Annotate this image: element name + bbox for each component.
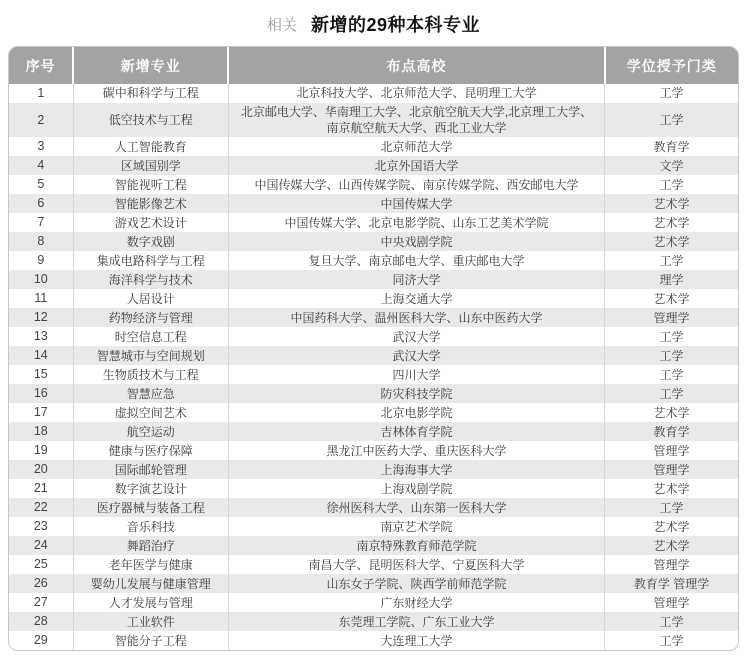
title-text: 新增的29种本科专业 — [310, 15, 481, 35]
cell-major: 舞蹈治疗 — [73, 536, 228, 555]
cell-seq: 6 — [9, 194, 73, 213]
cell-degree: 管理学 — [605, 555, 738, 574]
table-row — [9, 498, 738, 517]
page-title — [0, 0, 747, 46]
cell-seq: 13 — [9, 327, 73, 346]
cell-universities: 东莞理工学院、广东工业大学 — [228, 612, 604, 631]
cell-universities: 武汉大学 — [228, 327, 604, 346]
header-degree: 学位授予门类 — [605, 47, 738, 84]
title-tag: 相关 — [266, 17, 297, 34]
cell-seq: 16 — [9, 384, 73, 403]
cell-seq: 14 — [9, 346, 73, 365]
cell-major: 智能影像艺术 — [73, 194, 228, 213]
cell-degree: 工学 — [605, 175, 738, 194]
cell-universities: 中央戏剧学院 — [228, 232, 604, 251]
cell-seq: 19 — [9, 441, 73, 460]
cell-degree: 理学 — [605, 270, 738, 289]
cell-seq: 5 — [9, 175, 73, 194]
cell-seq: 15 — [9, 365, 73, 384]
cell-major: 生物质技术与工程 — [73, 365, 228, 384]
cell-major: 低空技术与工程 — [73, 103, 228, 137]
table-row — [9, 251, 738, 270]
cell-degree: 工学 — [605, 346, 738, 365]
cell-major: 碳中和科学与工程 — [73, 84, 228, 103]
cell-universities: 中国药科大学、温州医科大学、山东中医药大学 — [228, 308, 604, 327]
table-row — [9, 479, 738, 498]
table-row — [9, 327, 738, 346]
cell-seq: 25 — [9, 555, 73, 574]
cell-seq: 7 — [9, 213, 73, 232]
cell-degree: 教育学 — [605, 422, 738, 441]
table-row — [9, 308, 738, 327]
cell-universities: 北京电影学院 — [228, 403, 604, 422]
cell-universities: 中国传媒大学 — [228, 194, 604, 213]
cell-seq: 9 — [9, 251, 73, 270]
cell-degree: 工学 — [605, 631, 738, 650]
cell-degree: 工学 — [605, 251, 738, 270]
cell-degree: 工学 — [605, 384, 738, 403]
cell-degree: 工学 — [605, 327, 738, 346]
table-row — [9, 460, 738, 479]
cell-seq: 22 — [9, 498, 73, 517]
cell-universities: 黑龙江中医药大学、重庆医科大学 — [228, 441, 604, 460]
cell-seq: 2 — [9, 103, 73, 137]
table-row — [9, 517, 738, 536]
cell-major: 国际邮轮管理 — [73, 460, 228, 479]
cell-seq: 3 — [9, 137, 73, 156]
header-seq: 序号 — [9, 47, 73, 84]
cell-major: 老年医学与健康 — [73, 555, 228, 574]
cell-major: 智能视听工程 — [73, 175, 228, 194]
cell-universities: 南京艺术学院 — [228, 517, 604, 536]
cell-universities: 徐州医科大学、山东第一医科大学 — [228, 498, 604, 517]
cell-seq: 24 — [9, 536, 73, 555]
cell-major: 药物经济与管理 — [73, 308, 228, 327]
cell-seq: 18 — [9, 422, 73, 441]
cell-seq: 12 — [9, 308, 73, 327]
cell-universities: 上海交通大学 — [228, 289, 604, 308]
cell-degree: 管理学 — [605, 460, 738, 479]
table-row — [9, 536, 738, 555]
cell-degree: 艺术学 — [605, 289, 738, 308]
table-row — [9, 175, 738, 194]
cell-universities: 中国传媒大学、山西传媒学院、南京传媒学院、西安邮电大学 — [228, 175, 604, 194]
cell-seq: 20 — [9, 460, 73, 479]
cell-universities: 防灾科技学院 — [228, 384, 604, 403]
table-row — [9, 137, 738, 156]
cell-major: 人工智能教育 — [73, 137, 228, 156]
cell-seq: 8 — [9, 232, 73, 251]
cell-universities: 武汉大学 — [228, 346, 604, 365]
table-row — [9, 289, 738, 308]
cell-major: 人居设计 — [73, 289, 228, 308]
cell-degree: 艺术学 — [605, 536, 738, 555]
table-row — [9, 441, 738, 460]
table-row — [9, 422, 738, 441]
cell-major: 区域国别学 — [73, 156, 228, 175]
table-row — [9, 84, 738, 103]
cell-seq: 10 — [9, 270, 73, 289]
cell-seq: 28 — [9, 612, 73, 631]
cell-seq: 17 — [9, 403, 73, 422]
cell-seq: 4 — [9, 156, 73, 175]
cell-degree: 文学 — [605, 156, 738, 175]
cell-major: 时空信息工程 — [73, 327, 228, 346]
table-row — [9, 384, 738, 403]
cell-major: 智慧城市与空间规划 — [73, 346, 228, 365]
cell-major: 音乐科技 — [73, 517, 228, 536]
cell-major: 医疗器械与装备工程 — [73, 498, 228, 517]
table-row — [9, 365, 738, 384]
cell-major: 集成电路科学与工程 — [73, 251, 228, 270]
table-row — [9, 103, 738, 137]
cell-major: 游戏艺术设计 — [73, 213, 228, 232]
table-row — [9, 194, 738, 213]
header-major: 新增专业 — [73, 47, 228, 84]
cell-universities: 北京外国语大学 — [228, 156, 604, 175]
table-row — [9, 631, 738, 650]
table-row — [9, 403, 738, 422]
cell-degree: 工学 — [605, 498, 738, 517]
majors-table — [9, 47, 738, 650]
cell-degree: 艺术学 — [605, 194, 738, 213]
table-row — [9, 156, 738, 175]
cell-degree: 管理学 — [605, 593, 738, 612]
table-row — [9, 346, 738, 365]
cell-seq: 29 — [9, 631, 73, 650]
cell-universities: 广东财经大学 — [228, 593, 604, 612]
cell-degree: 管理学 — [605, 441, 738, 460]
table-row — [9, 213, 738, 232]
cell-degree: 艺术学 — [605, 517, 738, 536]
cell-universities: 上海海事大学 — [228, 460, 604, 479]
cell-universities: 大连理工大学 — [228, 631, 604, 650]
table-row — [9, 232, 738, 251]
table-row — [9, 593, 738, 612]
cell-seq: 11 — [9, 289, 73, 308]
cell-major: 数字演艺设计 — [73, 479, 228, 498]
cell-major: 智慧应急 — [73, 384, 228, 403]
table-row — [9, 612, 738, 631]
cell-degree: 艺术学 — [605, 213, 738, 232]
cell-universities: 上海戏剧学院 — [228, 479, 604, 498]
cell-major: 智能分子工程 — [73, 631, 228, 650]
cell-degree: 管理学 — [605, 308, 738, 327]
cell-degree: 艺术学 — [605, 479, 738, 498]
table-row — [9, 574, 738, 593]
cell-major: 婴幼儿发展与健康管理 — [73, 574, 228, 593]
cell-universities: 四川大学 — [228, 365, 604, 384]
cell-seq: 1 — [9, 84, 73, 103]
cell-degree: 教育学 管理学 — [605, 574, 738, 593]
majors-table-container — [8, 46, 739, 651]
cell-universities: 南昌大学、昆明医科大学、宁夏医科大学 — [228, 555, 604, 574]
cell-major: 工业软件 — [73, 612, 228, 631]
cell-degree: 教育学 — [605, 137, 738, 156]
cell-universities: 同济大学 — [228, 270, 604, 289]
table-row — [9, 270, 738, 289]
cell-seq: 23 — [9, 517, 73, 536]
cell-degree: 艺术学 — [605, 232, 738, 251]
cell-universities: 吉林体育学院 — [228, 422, 604, 441]
cell-universities: 南京特殊教育师范学院 — [228, 536, 604, 555]
cell-universities: 复旦大学、南京邮电大学、重庆邮电大学 — [228, 251, 604, 270]
cell-universities: 北京科技大学、北京师范大学、昆明理工大学 — [228, 84, 604, 103]
cell-major: 虚拟空间艺术 — [73, 403, 228, 422]
header-row — [9, 47, 738, 84]
cell-major: 数字戏剧 — [73, 232, 228, 251]
cell-degree: 工学 — [605, 84, 738, 103]
cell-major: 航空运动 — [73, 422, 228, 441]
cell-universities: 北京邮电大学、华南理工大学、北京航空航天大学,北京理工大学、南京航空航天大学、西北工业大学 — [228, 103, 604, 137]
cell-major: 海洋科学与技术 — [73, 270, 228, 289]
cell-universities: 北京师范大学 — [228, 137, 604, 156]
cell-seq: 26 — [9, 574, 73, 593]
cell-universities: 山东女子学院、陕西学前师范学院 — [228, 574, 604, 593]
cell-major: 健康与医疗保障 — [73, 441, 228, 460]
table-row — [9, 555, 738, 574]
cell-major: 人才发展与管理 — [73, 593, 228, 612]
cell-degree: 工学 — [605, 365, 738, 384]
table-body — [9, 84, 738, 650]
cell-degree: 工学 — [605, 612, 738, 631]
cell-seq: 21 — [9, 479, 73, 498]
cell-degree: 艺术学 — [605, 403, 738, 422]
header-universities: 布点高校 — [228, 47, 604, 84]
cell-degree: 工学 — [605, 103, 738, 137]
cell-universities: 中国传媒大学、北京电影学院、山东工艺美术学院 — [228, 213, 604, 232]
cell-seq: 27 — [9, 593, 73, 612]
